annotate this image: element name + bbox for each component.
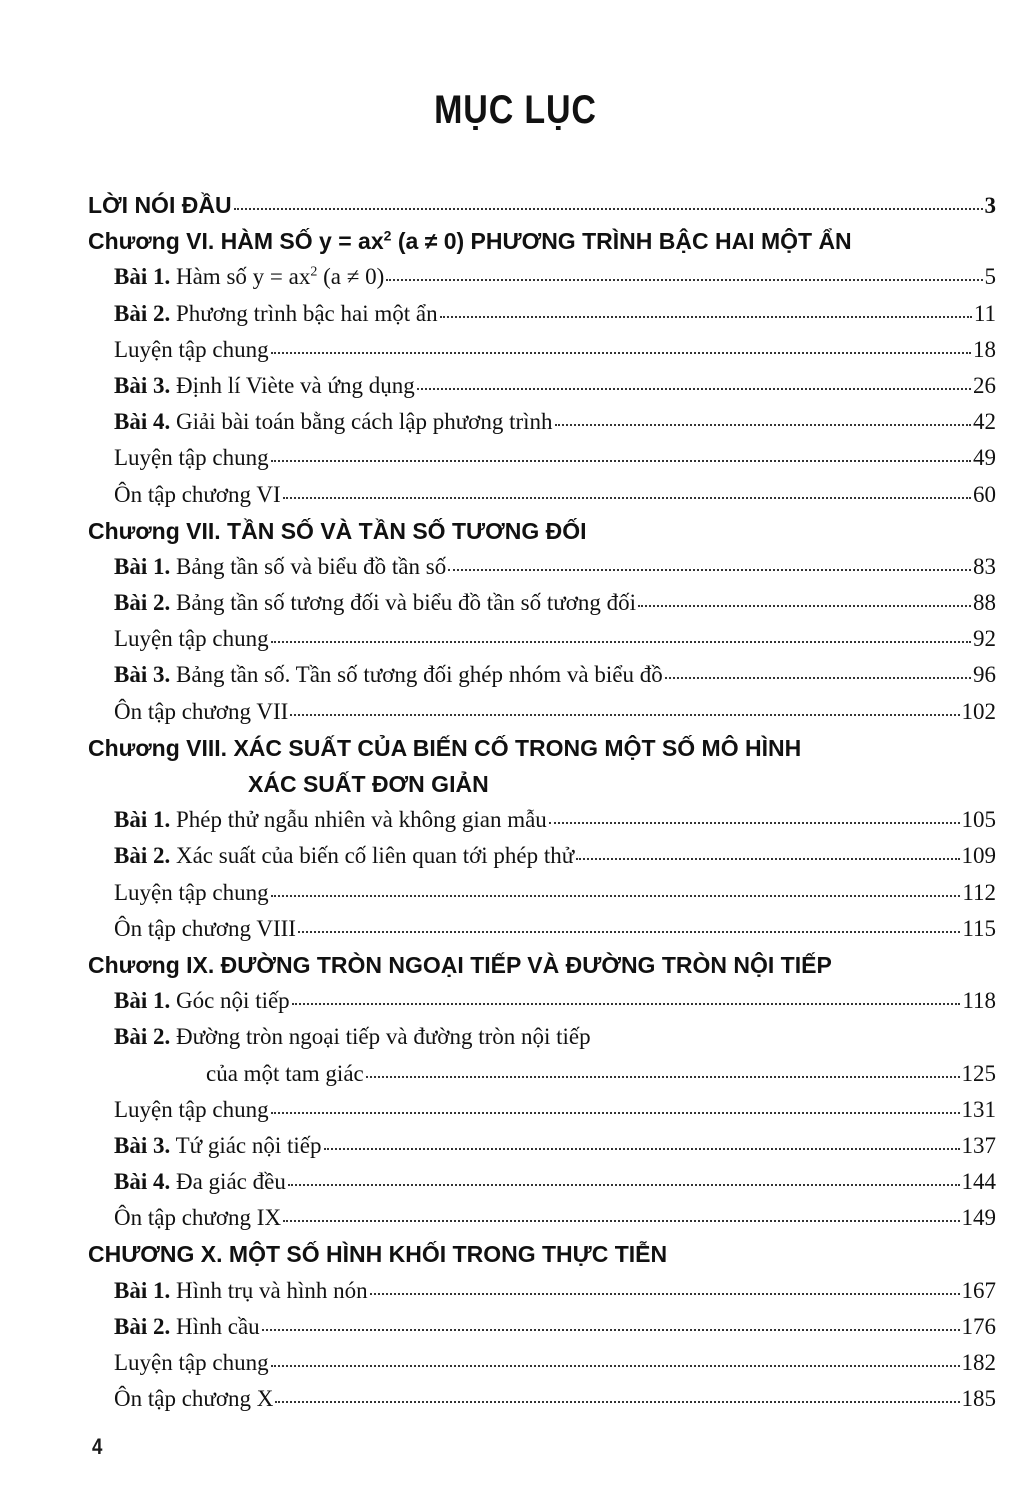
entry-page: 118: [962, 988, 996, 1014]
entry-page: 112: [962, 879, 996, 905]
dot-leader: [271, 1365, 960, 1367]
entry-text: Phép thử ngẫu nhiên và không gian mẫu: [170, 807, 547, 833]
toc-entry[interactable]: [88, 1314, 996, 1350]
chapter-heading-10: [88, 1241, 996, 1277]
dot-leader: [275, 1401, 959, 1403]
chapter-heading-8-continued: [88, 771, 996, 807]
entry-page: 131: [961, 1096, 996, 1122]
dot-leader: [283, 497, 971, 499]
lesson-number: Bài 2.: [114, 1313, 171, 1339]
entry-label: Ôn tập chương VII: [114, 698, 289, 724]
dot-leader: [292, 1003, 961, 1005]
table-of-contents: [88, 192, 996, 1422]
dot-leader: [665, 677, 971, 679]
entry-page: 125: [961, 1060, 996, 1086]
toc-entry[interactable]: [88, 1024, 996, 1060]
entry-page: 88: [973, 590, 996, 616]
dot-leader: [288, 1184, 960, 1186]
chapter-title: [88, 228, 852, 255]
lesson-number: Bài 4.: [114, 1169, 171, 1195]
entry-label: [114, 409, 553, 435]
toc-entry[interactable]: [88, 264, 996, 300]
entry-page: 144: [961, 1169, 996, 1195]
entry-label: Ôn tập chương VI: [114, 481, 281, 507]
entry-text: Định lí Viète và ứng dụng: [170, 372, 415, 398]
entry-label: Luyện tập chung: [114, 336, 269, 362]
lesson-number: Bài 1.: [114, 264, 171, 290]
lesson-number: Bài 4.: [114, 409, 171, 435]
entry-text: Góc nội tiếp: [170, 988, 290, 1014]
toc-entry[interactable]: [88, 699, 996, 735]
toc-entry[interactable]: [88, 662, 996, 698]
entry-label: [114, 373, 415, 399]
lesson-number: Bài 2.: [114, 843, 171, 869]
toc-entry[interactable]: [88, 301, 996, 337]
entry-label: LỜI NÓI ĐẦU: [88, 192, 232, 218]
page-number: 4: [92, 1434, 103, 1459]
lesson-number: Bài 2.: [114, 590, 171, 616]
toc-entry[interactable]: [88, 445, 996, 481]
dot-leader: [290, 714, 959, 716]
chapter-title: XÁC SUẤT ĐƠN GIẢN: [248, 771, 489, 797]
entry-text: Giải bài toán bằng cách lập phương trình: [170, 409, 553, 435]
chapter-title: Chương VII. TẦN SỐ VÀ TẦN SỐ TƯƠNG ĐỐI: [88, 517, 587, 544]
entry-page: 5: [984, 264, 996, 290]
toc-entry[interactable]: [88, 1386, 996, 1422]
dot-leader: [271, 895, 961, 897]
toc-entry[interactable]: [88, 916, 996, 952]
toc-entry[interactable]: [88, 337, 996, 373]
dot-leader: [283, 1220, 959, 1222]
entry-page: 105: [961, 807, 996, 833]
entry-page: 18: [973, 336, 996, 362]
entry-label: Ôn tập chương X: [114, 1386, 274, 1412]
entry-label: [114, 807, 547, 833]
toc-entry[interactable]: [88, 1350, 996, 1386]
dot-leader: [576, 858, 959, 860]
toc-entry[interactable]: [88, 590, 996, 626]
entry-label: [114, 1024, 591, 1050]
entry-text: Bảng tần số. Tần số tương đối ghép nhóm và biểu đồ: [170, 662, 663, 688]
dot-leader: [234, 208, 983, 210]
entry-text: (a ≠ 0): [317, 264, 385, 290]
entry-page: 167: [961, 1277, 996, 1303]
entry-label: [114, 264, 384, 290]
entry-page: 60: [973, 481, 996, 507]
entry-page: 109: [961, 843, 996, 869]
entry-label: [114, 554, 446, 580]
entry-label: Luyện tập chung: [114, 1350, 269, 1375]
entry-label: Luyện tập chung: [114, 626, 269, 652]
entry-label: Luyện tập chung: [114, 1096, 269, 1122]
dot-leader: [271, 352, 971, 354]
entry-label: [114, 590, 636, 616]
dot-leader: [448, 569, 971, 571]
entry-label: [114, 1133, 322, 1159]
lesson-number: Bài 2.: [114, 300, 171, 326]
superscript: 2: [383, 227, 392, 244]
entry-label: [114, 1314, 260, 1340]
entry-label: [114, 1278, 368, 1304]
entry-page: 92: [973, 626, 996, 652]
entry-text: Hình cầu: [170, 1313, 260, 1339]
entry-label: Ôn tập chương VIII: [114, 915, 296, 941]
entry-page: 102: [961, 698, 996, 724]
entry-text: Hình trụ và hình nón: [170, 1277, 368, 1303]
entry-label: Ôn tập chương IX: [114, 1205, 282, 1231]
entry-page: 11: [973, 300, 996, 326]
entry-page: 26: [973, 372, 996, 398]
entry-page: 3: [984, 193, 996, 218]
toc-entry[interactable]: [88, 626, 996, 662]
page-title: MỤC LỤC: [434, 88, 597, 132]
dot-leader: [271, 641, 971, 643]
dot-leader: [549, 822, 960, 824]
toc-entry-continued[interactable]: [88, 1061, 996, 1097]
entry-page: 96: [973, 662, 996, 688]
entry-text: Hàm số y = ax: [170, 264, 311, 290]
toc-entry[interactable]: [88, 880, 996, 916]
chapter-heading-6: [88, 228, 996, 264]
entry-label: [114, 843, 574, 869]
toc-entry[interactable]: [88, 1205, 996, 1241]
toc-entry[interactable]: [88, 1097, 996, 1133]
entry-page: 83: [973, 553, 996, 579]
entry-page: 182: [961, 1350, 996, 1375]
dot-leader: [440, 316, 972, 318]
entry-page: 176: [961, 1313, 996, 1339]
entry-page: 115: [962, 915, 996, 941]
dot-leader: [271, 460, 971, 462]
lesson-number: Bài 3.: [114, 372, 171, 398]
lesson-number: Bài 2.: [114, 1024, 171, 1050]
entry-label: [114, 301, 438, 327]
entry-text: Bảng tần số và biểu đồ tần số: [170, 553, 447, 579]
dot-leader: [417, 388, 971, 390]
entry-text: Phương trình bậc hai một ẩn: [170, 300, 438, 326]
entry-label: [114, 662, 663, 688]
lesson-number: Bài 3.: [114, 1132, 171, 1158]
lesson-number: Bài 1.: [114, 553, 171, 579]
lesson-number: Bài 1.: [114, 1277, 171, 1303]
toc-entry[interactable]: [88, 1169, 996, 1205]
chapter-title-part: Chương VI. HÀM SỐ y = ax: [88, 228, 384, 255]
entry-label: [114, 1169, 286, 1195]
dot-leader: [555, 424, 971, 426]
toc-entry[interactable]: [88, 554, 996, 590]
entry-text: Đa giác đều: [170, 1169, 286, 1195]
dot-leader: [370, 1293, 960, 1295]
chapter-heading-9: [88, 952, 996, 988]
entry-label: của một tam giác: [206, 1060, 364, 1086]
chapter-title: Chương VIII. XÁC SUẤT CỦA BIẾN CỐ TRONG MỘT SỐ MÔ HÌNH: [88, 734, 802, 761]
toc-entry[interactable]: [88, 988, 996, 1024]
entry-label: [114, 988, 290, 1014]
dot-leader: [386, 279, 982, 281]
lesson-number: Bài 1.: [114, 807, 171, 833]
toc-entry[interactable]: [88, 409, 996, 445]
toc-entry[interactable]: [88, 482, 996, 518]
entry-page: 185: [961, 1386, 996, 1412]
entry-text: Bảng tần số tương đối và biểu đồ tần số tương đối: [170, 590, 637, 616]
entry-page: 42: [973, 409, 996, 435]
entry-text: Xác suất của biến cố liên quan tới phép thử: [170, 843, 575, 869]
dot-leader: [298, 931, 960, 933]
entry-text: Đường tròn ngoại tiếp và đường tròn nội tiếp: [170, 1024, 591, 1050]
toc-entry[interactable]: [88, 843, 996, 879]
toc-entry[interactable]: [88, 373, 996, 409]
lesson-number: Bài 1.: [114, 988, 171, 1014]
chapter-heading-7: [88, 518, 996, 554]
dot-leader: [324, 1148, 960, 1150]
entry-page: 49: [973, 445, 996, 471]
dot-leader: [271, 1112, 960, 1114]
toc-entry[interactable]: [88, 1133, 996, 1169]
dot-leader: [638, 605, 971, 607]
entry-label: Luyện tập chung: [114, 445, 269, 471]
entry-text: Tứ giác nội tiếp: [170, 1132, 322, 1158]
toc-entry-preface[interactable]: [88, 192, 996, 228]
toc-entry[interactable]: [88, 807, 996, 843]
lesson-number: Bài 3.: [114, 662, 171, 688]
dot-leader: [262, 1329, 960, 1331]
toc-entry[interactable]: [88, 1278, 996, 1314]
entry-label: Luyện tập chung: [114, 879, 269, 905]
chapter-title: CHƯƠNG X. MỘT SỐ HÌNH KHỐI TRONG THỰC TIỄN: [88, 1241, 668, 1268]
superscript: 2: [310, 264, 318, 280]
chapter-title: Chương IX. ĐƯỜNG TRÒN NGOẠI TIẾP VÀ ĐƯỜNG TRÒN NỘI TIẾP: [88, 951, 832, 978]
entry-page: 149: [961, 1205, 996, 1231]
entry-page: 137: [961, 1132, 996, 1158]
chapter-title-part: (a ≠ 0) PHƯƠNG TRÌNH BẬC HAI MỘT ẨN: [391, 228, 852, 255]
dot-leader: [366, 1076, 960, 1078]
chapter-heading-8: [88, 735, 996, 771]
